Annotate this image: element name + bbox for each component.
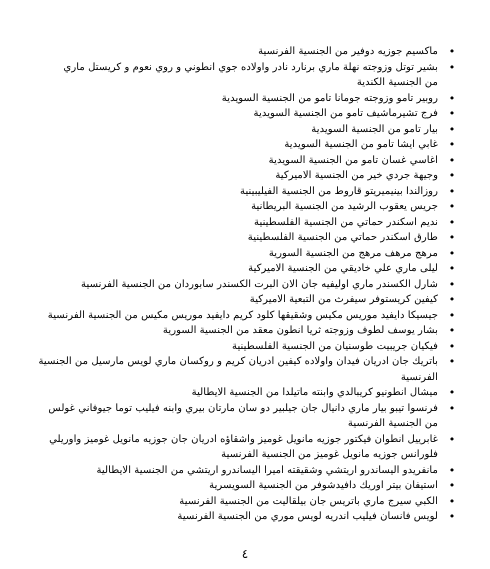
list-item <box>20 261 460 277</box>
bullet-icon: • <box>448 107 456 120</box>
list-item-text: طارق اسكندر حماتي من الجنسية الفلسطينية <box>247 232 438 243</box>
list-item <box>20 60 460 91</box>
list-item <box>20 230 460 246</box>
list-item-text: كيفين كريستوفر سيفرث من التبعية الاميركية <box>249 294 438 305</box>
bullet-icon: • <box>448 122 456 136</box>
bullet-icon: • <box>448 432 456 446</box>
bullet-icon: • <box>448 138 456 151</box>
bullet-icon: • <box>448 277 456 291</box>
bullet-icon: • <box>448 401 456 415</box>
list-item <box>20 153 460 169</box>
list-item <box>20 215 460 231</box>
list-item-text: روبير تامو وزوجته جومانا تامو من الجنسية السويدية <box>221 92 438 104</box>
list-item-text: شارل الكسندر ماري اوليفيه جان الان البرت الكسندر سابوردان من الجنسية الفرنسية <box>81 278 438 290</box>
list-item-text: نديم اسكندر حماتي من الجنسية الفلسطينية <box>254 216 438 228</box>
bullet-icon: • <box>448 386 456 399</box>
list-item-continuation: من الجنسية الكندية <box>356 77 438 88</box>
list-item-text: جيسيكا دايفيد موريس مكيس وشقيقها كلود كريم دايفيد موريس مكيس من الجنسية الفرنسية <box>47 309 438 321</box>
list-item <box>20 339 460 355</box>
list-item <box>20 463 460 479</box>
list-item <box>20 354 460 385</box>
list-item <box>20 432 460 463</box>
list-item <box>20 122 460 138</box>
list-item-text: ماكسيم جوزيه دوفير من الجنسية الفرنسية <box>258 46 438 57</box>
bullet-icon: • <box>448 91 456 105</box>
list-item-continuation: فلورانس جوزيه مانويل غوميز من الجنسية الفرنسية <box>221 449 438 460</box>
bullet-icon: • <box>448 308 456 322</box>
list-item-text: بيار تامو من الجنسية السويدية <box>311 123 438 135</box>
bullet-icon: • <box>448 153 456 167</box>
list-item-text: ليلى ماري علي خاديقي من الجنسية الاميركية <box>248 263 438 274</box>
list-item <box>20 494 460 510</box>
list-item <box>20 308 460 324</box>
bullet-icon: • <box>448 184 456 198</box>
list-item-text: باتريك جان ادريان فيدان واولاده كيفين ادريان كريم و روكسان ماري لويس مارسيل من الجنسية <box>38 356 438 367</box>
list-item-text: مانفريدو اليساندرو اريتشي وشقيقته اميرا اليساندرو اريتشي من الجنسية الايطالية <box>96 464 438 476</box>
bullet-icon: • <box>448 200 456 213</box>
bullet-icon: • <box>448 324 456 337</box>
bullet-icon: • <box>448 231 456 244</box>
list-item-continuation: من الجنسية الفرنسية <box>347 418 438 429</box>
bullet-icon: • <box>448 60 456 74</box>
bullet-icon: • <box>448 169 456 182</box>
bullet-icon: • <box>448 45 456 58</box>
list-item <box>20 385 460 401</box>
list-item-text: بشير توتل وزوجته نهلة ماري برنارد نادر واولاده جوي انطوني و روي نعوم و كريستل ماري <box>63 61 438 73</box>
bullet-icon: • <box>448 339 456 353</box>
list-item <box>20 323 460 339</box>
list-item-text: استيفان بيتر اوريك دافيدشوفر من الجنسية السويسرية <box>209 480 438 491</box>
bullet-icon: • <box>448 246 456 260</box>
list-item-text: فرج تشيرماشيف تامو من الجنسية السويدية <box>253 108 438 119</box>
list-item-continuation: الفرنسية <box>400 371 438 383</box>
bullet-icon: • <box>448 355 456 368</box>
list-item <box>20 168 460 184</box>
list-item-text: وجيهة جردي خير من الجنسية الاميركية <box>275 170 438 181</box>
list-item-text: لويس فانسان فيليب اندريه لويس موري من الجنسية الفرنسية <box>177 511 438 522</box>
list-item-text: الكبي سيرج ماري باتريس جان بيلقاليت من الجنسية الفرنسية <box>179 495 438 507</box>
list-item-text: غابي ايشا تامو من الجنسية السويدية <box>284 139 438 150</box>
list-item-text: فيكيان جريبيت طوسنيان من الجنسية الفلسطينية <box>232 340 438 352</box>
bullet-icon: • <box>448 510 456 523</box>
bullet-icon: • <box>448 262 456 275</box>
bullet-icon: • <box>448 215 456 229</box>
list-item <box>20 106 460 122</box>
bullet-icon: • <box>448 494 456 508</box>
list-item-text: جريس يعقوب الرشيد من الجنسية البريطانية <box>251 201 438 212</box>
list-item <box>20 199 460 215</box>
list-item <box>20 44 460 60</box>
bullet-icon: • <box>448 463 456 477</box>
list-item-text: اغاسي غسان تامو من الجنسية السويدية <box>268 154 438 166</box>
list-item-text: مرهج مرهف مرهج من الجنسية السورية <box>268 247 438 259</box>
page-number: ٤ <box>241 547 249 561</box>
list-item <box>20 401 460 432</box>
bullet-icon: • <box>448 293 456 306</box>
name-list <box>20 44 460 525</box>
list-item-text: فرنسوا تيبو بيار ماري دانيال جان جيلبير دو سان مارتان بيري وابنه فيليب توما جيوفاني غولس <box>48 402 438 414</box>
list-item <box>20 246 460 262</box>
list-item-text: غابرييل انطوان فيكتور جوزيه مانويل غوميز واشقاؤه ادريان جان جوزيه مانويل غوميز واوريلي <box>49 433 438 445</box>
list-item-text: ميشال انطونيو كريبالدي وابنته ماتيلدا من الجنسية الايطالية <box>191 387 438 398</box>
list-item <box>20 292 460 308</box>
list-item <box>20 478 460 494</box>
list-item-text: روزالندا بينيميريتو قاروط من الجنسية الفيليبينية <box>240 185 438 197</box>
list-item <box>20 184 460 200</box>
list-item <box>20 509 460 525</box>
bullet-icon: • <box>448 479 456 492</box>
list-item <box>20 277 460 293</box>
list-item-text: بشار يوسف لطوف وزوجته ثريا انطون معقد من الجنسية السورية <box>162 325 438 336</box>
list-item <box>20 137 460 153</box>
list-item <box>20 91 460 107</box>
